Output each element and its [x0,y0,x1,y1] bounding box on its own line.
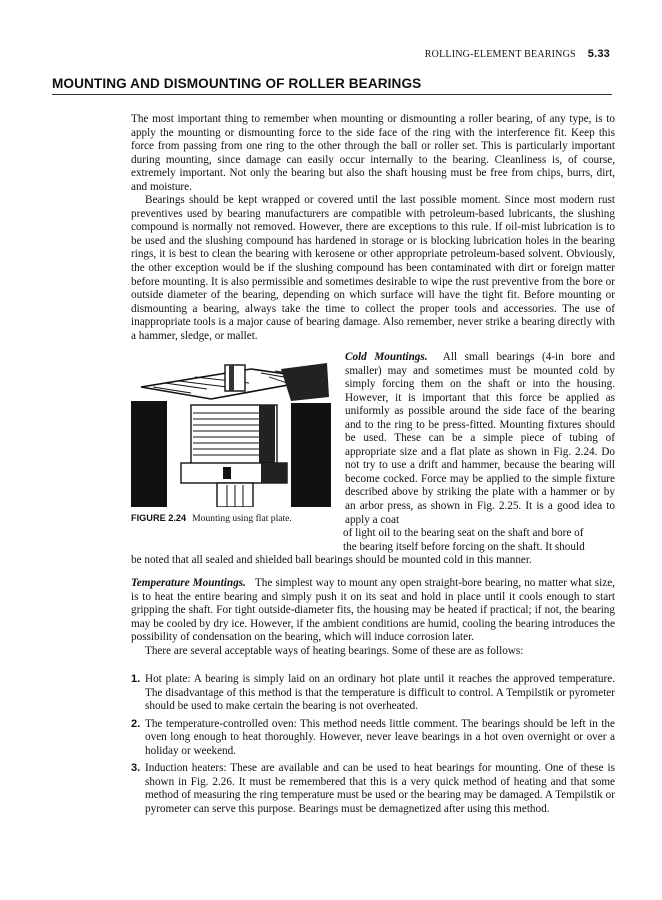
list-item [131,718,615,759]
figure-caption [131,513,331,524]
running-head [425,48,610,60]
flat-plate-mounting-illustration [131,357,331,507]
cold-continuation-line-2: the bearing itself before forcing on the shaft. It should [343,540,585,553]
list-item [131,762,615,816]
intro-text [131,113,615,343]
list-item [131,673,615,714]
temperature-mountings-body: The simplest way to mount any open straight-bore bearing, no matter what size, is to heat the entire bearing and simply push it on its seat and hold in place until it cools enough to start gripping the shaft. For tight outside-diameter fits, the housing may be heated if practical; if not, the bearing may be cooled by dry ice. However, if the ambient conditions are humid, cooling the bearing introduces the possibility of condensation on the bearing, which will induce corrosion later. [131,577,615,644]
list-item-text: The temperature-controlled oven: This method needs little comment. The bearings should be left in the oven long enough to heat thoroughly. However, never leave bearings in a hot oven overnight or over a holiday or weekend. [145,717,615,757]
cold-continuation-line-1: of light oil to the bearing seat on the shaft and bore of [343,527,584,539]
temperature-paragraph [131,577,615,645]
list-item-text: Hot plate: A bearing is simply laid on an ordinary hot plate until it reaches the approved temperature. The disadvantage of this method is that the temperature is difficult to control. A Tempilstik or pyrometer should be used to make certain the bearing is not overheated. [145,673,615,713]
heating-methods-intro: There are several acceptable ways of heating bearings. Some of these are as follows: [145,644,524,657]
cold-mountings-text [345,351,615,527]
temperature-mountings-text [131,577,615,658]
temperature-mountings-heading: Temperature Mountings. [131,577,246,589]
cold-continuation-line-3: be noted that all sealed and shielded ball bearings should be mounted cold in this manner. [131,554,532,567]
list-item-number: 1. [131,673,141,685]
list-item-number: 3. [131,762,141,775]
paragraph-1: The most important thing to remember when mounting or dismounting a roller bearing, of any type, is to apply the mounting or dismounting force to the side face of the ring with the interference fit. Keep this force from passing from one ring to the other through the ball or roller set. This is particularly important during mounting, since damage can easily occur internally to the bearing. Cleanliness is, of course, extremely important. Not only the bearing but also the shaft housing must be free from chips, burrs, dirt, and moisture. [131,113,615,193]
figure-label: FIGURE 2.24 [131,513,187,523]
cold-mountings-continuation [131,527,615,568]
cold-mountings-heading: Cold Mountings. [345,351,428,363]
figure-caption-text: Mounting using flat plate. [192,513,292,524]
heating-methods-list [131,673,615,820]
paragraph-2: Bearings should be kept wrapped or covered until the last possible moment. Since most modern rust preventives used by bearing manufacturers are compatible with petroleum-based lubricants, the slushing compound is normally not removed. However, there are exceptions to this rule. If oil-mist lubrication is to be used and the slushing compound has hardened in storage or is blocking lubrication holes in the bearing rings, it is best to clean the bearing with kerosene or other appropriate petroleum-based solvent. Obviously, the other exception would be if the slushing compound has been contaminated with dirt or foreign matter before mounting. It is also permissible and sometimes desirable to wipe the rust preventive from the bore or outside diameter of the bearing, depending on which surface will have the tight fit. Before mounting or dismounting a bearing, always take the time to collect the proper tools and accessories. The use of inappropriate tools is a major cause of bearing damage. Also remember, never strike a bearing directly with a hammer, sledge, or mallet. [131,194,615,342]
section-title: MOUNTING AND DISMOUNTING OF ROLLER BEARINGS [52,76,612,95]
running-title: ROLLING-ELEMENT BEARINGS [424,49,576,60]
list-item-number: 2. [131,717,141,730]
cold-mountings-body: All small bearings (4-in bore and smaller) may and sometimes must be mounted cold by simply forcing them on the shaft or into the housing. However, it is important that this force be applied as uniformly as possible around the side face of the bearing and to the ring to be press-fitted. Mounting fixtures should be used. These can be a simple piece of tubing of appropriate size and a flat plate as shown in Fig. 2.24. Do not try to use a drift and hammer, because the bearing will become cocked. Force may be applied to the simple fixture described above by striking the plate with a hammer or by an arbor press, as shown in Fig. 2.25. It is a good idea to apply a coat [345,351,615,526]
page-number: 5.33 [587,48,610,60]
figure-2-24 [131,357,331,524]
list-item-text: Induction heaters: These are available and can be used to heat bearings for mounting. One of these is shown in Fig. 2.26. It must be remembered that this is a very quick method of heating and that some method of measuring the ring temperature must be used or the bearing may be damaged. A Tempilstik or pyrometer can serve this purpose. Bearings must be demagnetized after using this method. [145,762,615,815]
